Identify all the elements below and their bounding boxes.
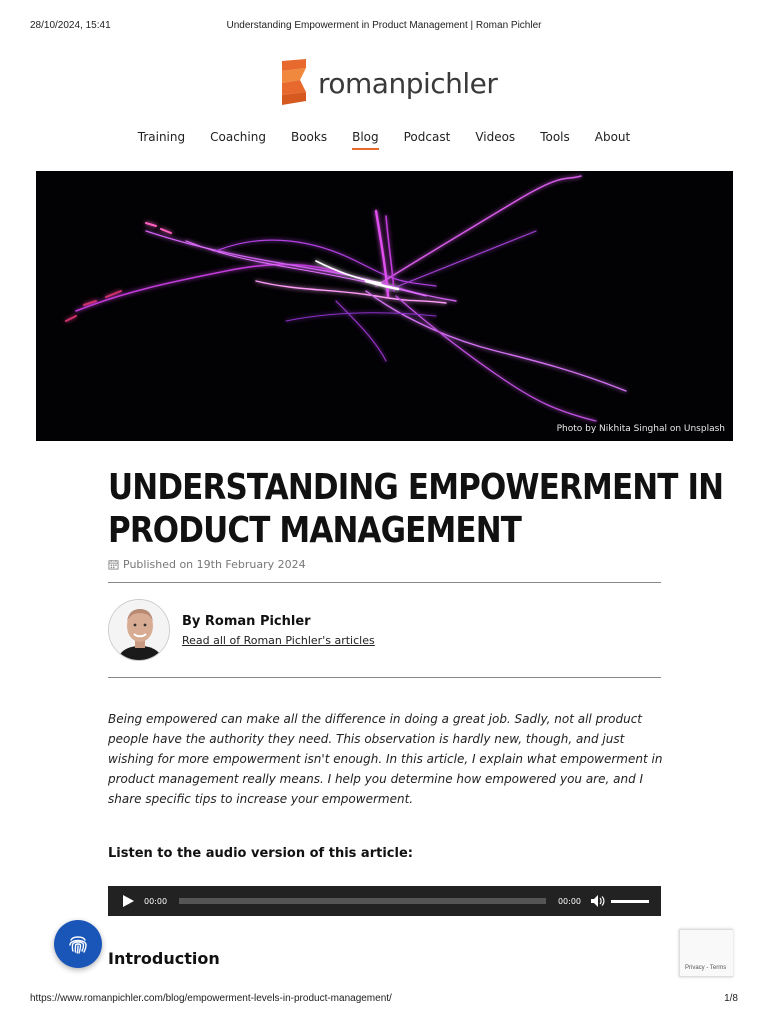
print-datetime: 28/10/2024, 15:41 — [30, 20, 111, 31]
light-streaks-graphic — [36, 171, 733, 441]
fingerprint-icon — [65, 931, 91, 957]
print-footer — [0, 993, 768, 1007]
publish-date-text: Published on 19th February 2024 — [123, 558, 306, 571]
divider-bottom — [108, 677, 661, 678]
volume-slider[interactable] — [611, 900, 649, 903]
audio-duration: 00:00 — [557, 896, 581, 906]
author-box — [108, 599, 375, 661]
audio-progress-bar[interactable] — [179, 898, 546, 904]
recaptcha-badge[interactable] — [679, 929, 733, 977]
author-portrait — [109, 600, 170, 661]
logo-icon — [278, 59, 310, 107]
audio-current-time: 00:00 — [144, 896, 168, 906]
headline-line-2: PRODUCT MANAGEMENT — [108, 510, 522, 551]
recaptcha-text: Privacy - Terms — [685, 965, 727, 971]
site-logo[interactable] — [278, 58, 497, 108]
divider-top — [108, 582, 661, 583]
audio-player — [108, 886, 661, 916]
nav-item-about[interactable]: About — [594, 130, 631, 144]
main-nav — [0, 130, 768, 144]
article-intro: Being empowered can make all the difference in doing a great job. Sadly, not all product people have the authority they need. This observation is hardly new, though, and just wishing for more empowerment isn't enough. In this article, I explain what empowerment in product management really means. I help you determine how empowered you are, and I share specific tips to increase your empowerment. — [108, 712, 663, 806]
play-icon[interactable] — [122, 895, 134, 907]
photo-credit: Photo by Nikhita Singhal on Unsplash — [556, 424, 725, 434]
author-name: By Roman Pichler — [182, 613, 311, 629]
nav-item-books[interactable]: Books — [290, 130, 328, 144]
volume-icon[interactable] — [591, 895, 605, 907]
nav-item-blog[interactable]: Blog — [340, 130, 392, 144]
audio-heading: Listen to the audio version of this article: — [108, 846, 413, 861]
calendar-icon — [108, 559, 119, 570]
author-articles-link[interactable]: Read all of Roman Pichler's articles — [182, 633, 375, 647]
print-page-number: 1/8 — [724, 993, 738, 1004]
accessibility-button[interactable] — [54, 920, 102, 968]
print-page-title: Understanding Empowerment in Product Management | Roman Pichler — [226, 20, 542, 31]
section-heading-introduction: Introduction — [108, 949, 220, 968]
print-header — [0, 20, 768, 34]
article-headline — [108, 466, 724, 552]
author-avatar — [108, 599, 170, 661]
nav-item-coaching[interactable]: Coaching — [210, 130, 266, 144]
nav-item-tools[interactable]: Tools — [540, 130, 570, 144]
nav-item-training[interactable]: Training — [137, 130, 186, 144]
headline-line-1: UNDERSTANDING EMPOWERMENT IN — [108, 467, 724, 508]
print-url: https://www.romanpichler.com/blog/empowerment-levels-in-product-management/ — [30, 993, 392, 1004]
nav-item-podcast[interactable]: Podcast — [403, 130, 451, 144]
nav-item-videos[interactable]: Videos — [475, 130, 516, 144]
hero-image — [36, 171, 733, 441]
publish-date — [108, 558, 306, 571]
logo-text: romanpichler — [318, 66, 498, 100]
